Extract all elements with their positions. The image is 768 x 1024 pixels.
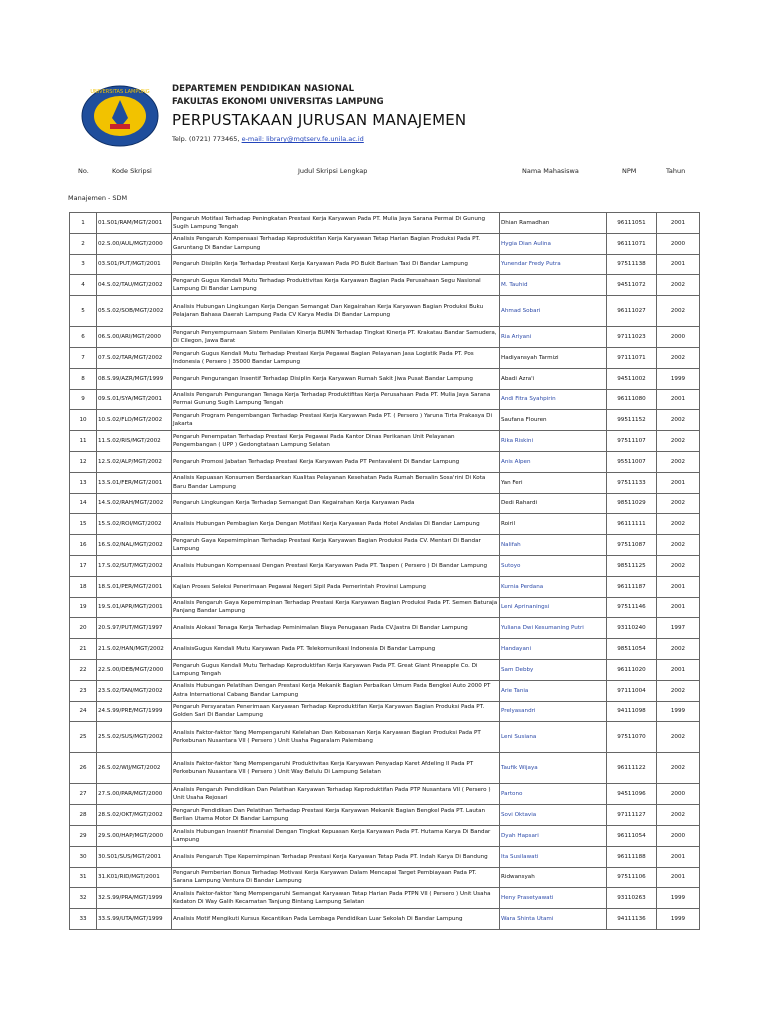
table-row (70, 535, 700, 556)
thesis-title: Pengaruh Persyaratan Penerimaan Karyawan Terhadap Keproduktifan Kerja Karyawan Bagian Produksi Pada PT. Golden Sari Di Bandar Lampung (172, 701, 500, 722)
student-npm: 96111122 (607, 753, 657, 784)
thesis-code: 09.S.01/SYA/MGT/2001 (97, 389, 172, 410)
thesis-year: 2002 (657, 639, 700, 660)
table-row (70, 597, 700, 618)
thesis-year: 1999 (657, 888, 700, 909)
row-number: 1 (70, 213, 97, 234)
student-npm: 97511070 (607, 722, 657, 753)
table-row (70, 368, 700, 389)
section-label: Manajemen - SDM (68, 194, 128, 202)
student-npm: 98511029 (607, 493, 657, 514)
thesis-year: 2002 (657, 555, 700, 576)
thesis-title: Analisis Hubungan Pembagian Kerja Dengan Motifasi Kerja Karyawan Pada Hotel Andalas Di Bandar Lampung (172, 514, 500, 535)
row-number: 24 (70, 701, 97, 722)
row-number: 13 (70, 472, 97, 493)
contact-line (172, 135, 364, 143)
student-name: Dyah Hapsari (500, 825, 607, 846)
thesis-code: 15.S.02/ROI/MGT/2002 (97, 514, 172, 535)
table-row (70, 888, 700, 909)
thesis-title: Analisis Alokasi Tenaga Kerja Terhadap Peminimalan Biaya Penugasan Pada CV.Jastra Di Bandar Lampung (172, 618, 500, 639)
row-number: 11 (70, 431, 97, 452)
table-row (70, 784, 700, 805)
thesis-code: 27.S.00/PAR/MGT/2000 (97, 784, 172, 805)
thesis-title: Pengaruh Pendidikan Dan Pelatihan Terhadap Prestasi Kerja Karyawan Mekanik Bagian Bengkel Pada PT. Lautan Berlian Utama Motor Di Bandar Lampung (172, 805, 500, 826)
thesis-title: Analisis Pengaruh Pendidikan Dan Pelatihan Karyawan Terhadap Keproduktifan Pada PTP Nusantara VII ( Persero ) Unit Usaha Rejosari (172, 784, 500, 805)
student-npm: 97511087 (607, 535, 657, 556)
student-npm: 94511096 (607, 784, 657, 805)
thesis-code: 25.S.02/SUS/MGT/2002 (97, 722, 172, 753)
thesis-title: Pengaruh Pemberian Bonus Terhadap Motivasi Kerja Karyawan Dalam Mencapai Target Pembiayaan Pada PT. Sarana Lampung Ventura Di Bandar Lampung (172, 867, 500, 888)
thesis-year: 2002 (657, 514, 700, 535)
thesis-title: Pengaruh Gugus Kendali Mutu Terhadap Keproduktifan Kerja Karyawan Pada PT. Great Giant Pineapple Co. Di Lampung Tengah (172, 659, 500, 680)
table-row (70, 233, 700, 254)
row-number: 4 (70, 275, 97, 296)
thesis-year: 2002 (657, 431, 700, 452)
row-number: 22 (70, 659, 97, 680)
thesis-year: 2002 (657, 753, 700, 784)
table-row (70, 493, 700, 514)
thesis-year: 2000 (657, 327, 700, 348)
row-number: 6 (70, 327, 97, 348)
student-name: Ita Susilawati (500, 846, 607, 867)
row-number: 21 (70, 639, 97, 660)
thesis-title: Analisis Motif Mengikuti Kursus Kecantikan Pada Lembaga Pendidikan Luar Sekolah Di Bandar Lampung (172, 909, 500, 930)
thesis-title: Pengaruh Motifasi Terhadap Peningkatan Prestasi Kerja Karyawan Pada PT. Mulia Jaya Sarana Permai Di Gunung Sugih Lampung Tengah (172, 213, 500, 234)
student-npm: 93110240 (607, 618, 657, 639)
student-npm: 97111127 (607, 805, 657, 826)
student-name: Hadiyansyah Tarmizi (500, 347, 607, 368)
thesis-title: Pengaruh Penyempurnaan Sistem Penilaian Kinerja BUMN Terhadap Tingkat Kinerja PT. Krakatau Bandar Samudera, Di Cilegon, Jawa Barat (172, 327, 500, 348)
row-number: 2 (70, 233, 97, 254)
table-row (70, 909, 700, 930)
thesis-table (69, 212, 700, 930)
col-header-tahun: Tahun (666, 167, 686, 175)
row-number: 31 (70, 867, 97, 888)
thesis-code: 26.S.02/WIJ/MGT/2002 (97, 753, 172, 784)
thesis-code: 32.S.99/PRA/MGT/1999 (97, 888, 172, 909)
student-npm: 96111027 (607, 296, 657, 327)
student-name: Hygia Dian Aulina (500, 233, 607, 254)
thesis-code: 04.S.02/TAU/MGT/2002 (97, 275, 172, 296)
thesis-year: 2001 (657, 213, 700, 234)
row-number: 26 (70, 753, 97, 784)
thesis-year: 2001 (657, 576, 700, 597)
student-npm: 96111020 (607, 659, 657, 680)
student-npm: 93110263 (607, 888, 657, 909)
student-npm: 94511002 (607, 368, 657, 389)
thesis-year: 2001 (657, 597, 700, 618)
col-header-judul: Judul Skripsi Lengkap (298, 167, 368, 175)
table-row (70, 846, 700, 867)
thesis-year: 1999 (657, 909, 700, 930)
student-npm: 96111071 (607, 233, 657, 254)
thesis-title: Analisis Hubungan Pelatihan Dengan Prestasi Kerja Mekanik Bagian Perbaikan Umum Pada Bengkel Auto 2000 PT Astra International Cabang Bandar Lampung (172, 680, 500, 701)
thesis-title: Pengaruh Promosi Jabatan Terhadap Prestasi Kerja Karyawan Pada PT Pentavalent Di Bandar Lampung (172, 451, 500, 472)
table-row (70, 659, 700, 680)
row-number: 8 (70, 368, 97, 389)
col-header-nama: Nama Mahasiswa (522, 167, 579, 175)
table-row (70, 867, 700, 888)
student-name: Leni Susiana (500, 722, 607, 753)
row-number: 27 (70, 784, 97, 805)
student-name: Handayani (500, 639, 607, 660)
thesis-code: 06.S.00/ARI/MGT/2000 (97, 327, 172, 348)
student-npm: 96111080 (607, 389, 657, 410)
thesis-year: 2002 (657, 296, 700, 327)
student-npm: 97111004 (607, 680, 657, 701)
thesis-year: 2002 (657, 451, 700, 472)
col-header-kode: Kode Skripsi (112, 167, 152, 175)
student-name: Sovi Oktavia (500, 805, 607, 826)
thesis-code: 12.S.02/ALP/MGT/2002 (97, 451, 172, 472)
student-npm: 98511054 (607, 639, 657, 660)
student-name: Roiril (500, 514, 607, 535)
student-npm: 96111188 (607, 846, 657, 867)
student-npm: 97511138 (607, 254, 657, 275)
thesis-year: 2002 (657, 493, 700, 514)
student-name: Nalifah (500, 535, 607, 556)
row-number: 7 (70, 347, 97, 368)
library-title: PERPUSTAKAAN JURUSAN MANAJEMEN (172, 111, 467, 129)
thesis-code: 21.S.02/HAN/MGT/2002 (97, 639, 172, 660)
row-number: 18 (70, 576, 97, 597)
table-row (70, 254, 700, 275)
thesis-year: 2001 (657, 472, 700, 493)
thesis-year: 2001 (657, 659, 700, 680)
student-npm: 96111187 (607, 576, 657, 597)
student-npm: 96111051 (607, 213, 657, 234)
row-number: 10 (70, 410, 97, 431)
university-logo (80, 84, 160, 148)
row-number: 23 (70, 680, 97, 701)
col-header-no: No. (78, 167, 89, 175)
thesis-year: 1999 (657, 701, 700, 722)
thesis-year: 1999 (657, 368, 700, 389)
svg-text:UNIVERSITAS LAMPUNG: UNIVERSITAS LAMPUNG (90, 89, 150, 95)
thesis-year: 2002 (657, 680, 700, 701)
thesis-code: 03.S01/PUT/MGT/2001 (97, 254, 172, 275)
thesis-code: 33.S.99/UTA/MGT/1999 (97, 909, 172, 930)
thesis-year: 2002 (657, 805, 700, 826)
student-name: Dedi Rahardi (500, 493, 607, 514)
table-row (70, 639, 700, 660)
thesis-code: 19.S.01/APR/MGT/2001 (97, 597, 172, 618)
student-npm: 96111111 (607, 514, 657, 535)
thesis-title: Analisis Kepuasan Konsumen Berdasarkan Kualitas Pelayanan Kesehatan Pada Rumah Bersalin Sosa'rini Di Kota Baru Bandar Lampung (172, 472, 500, 493)
thesis-year: 2000 (657, 825, 700, 846)
thesis-year: 2001 (657, 867, 700, 888)
thesis-title: Analisis Pengaruh Kompensasi Terhadap Keproduktifan Kerja Karyawan Tetap Harian Bagian Produksi Pada PT. Garuntang Di Bandar Lampung (172, 233, 500, 254)
row-number: 12 (70, 451, 97, 472)
thesis-code: 23.S.02/TAN/MGT/2002 (97, 680, 172, 701)
student-npm: 96111054 (607, 825, 657, 846)
thesis-title: Analisis Hubungan Kompensasi Dengan Prestasi Kerja Karyawan Pada PT. Taspen ( Persero ) Di Bandar Lampung (172, 555, 500, 576)
student-npm: 94511072 (607, 275, 657, 296)
student-name: Partono (500, 784, 607, 805)
thesis-title: Analisis Pengaruh Gaya Kepemimpinan Terhadap Prestasi Kerja Karyawan Bagian Produksi Pada PT. Semen Baturaja Panjang Bandar Lampung (172, 597, 500, 618)
student-name: Yuliana Dwi Kesumaning Putri (500, 618, 607, 639)
thesis-title: Analisis Faktor-faktor Yang Mempengaruhi Produktivitas Kerja Karyawan Penyadap Karet Afdeling II Pada PT Perkebunan Nusantara VII ( Persero ) Unit Way Belulu Di Lampung Selatan (172, 753, 500, 784)
thesis-code: 30.S01/SUS/MGT/2001 (97, 846, 172, 867)
thesis-code: 28.S.02/OKT/MGT/2002 (97, 805, 172, 826)
thesis-title: Pengaruh Pengurangan Insentif Terhadap Disiplin Kerja Karyawan Rumah Sakit Jiwa Pusat Bandar Lampung (172, 368, 500, 389)
thesis-year: 2001 (657, 846, 700, 867)
student-name: Kurnia Perdana (500, 576, 607, 597)
thesis-year: 2002 (657, 275, 700, 296)
table-row (70, 680, 700, 701)
table-row (70, 825, 700, 846)
thesis-code: 24.S.99/PRE/MGT/1999 (97, 701, 172, 722)
student-name: M. Tauhid (500, 275, 607, 296)
table-row (70, 555, 700, 576)
thesis-code: 13.S.01/FER/MGT/2001 (97, 472, 172, 493)
student-name: Sam Debby (500, 659, 607, 680)
table-row (70, 296, 700, 327)
table-row (70, 618, 700, 639)
thesis-code: 31.K01/RID/MGT/2001 (97, 867, 172, 888)
student-name: Abadi Azra'i (500, 368, 607, 389)
table-row (70, 431, 700, 452)
table-row (70, 410, 700, 431)
student-name: Ria Ariyani (500, 327, 607, 348)
thesis-title: Analisis Faktor-faktor Yang Mempengaruhi Kelelahan Dan Kebosanan Kerja Karyawan Bagian Produksi Pada PT Perkebunan Nusantara VII ( Persero ) Unit Usaha Pagaralam Palembang (172, 722, 500, 753)
email-link[interactable]: e-mail: library@mgtserv.fe.unila.ac.id (241, 135, 364, 143)
thesis-year: 2002 (657, 347, 700, 368)
thesis-year: 2002 (657, 410, 700, 431)
table-row (70, 805, 700, 826)
student-npm: 94111136 (607, 909, 657, 930)
col-header-npm: NPM (622, 167, 637, 175)
thesis-title: Pengaruh Gugus Kendali Mutu Terhadap Prestasi Kerja Pegawai Bagian Pelayanan Jasa Logistik Pada PT. Pos Indonesia ( Persero ) 35000 Bandar Lampung (172, 347, 500, 368)
student-name: Taufik Wijaya (500, 753, 607, 784)
row-number: 20 (70, 618, 97, 639)
student-name: Sutoyo (500, 555, 607, 576)
row-number: 17 (70, 555, 97, 576)
student-npm: 97511146 (607, 597, 657, 618)
thesis-code: 16.S.02/NAL/MGT/2002 (97, 535, 172, 556)
thesis-code: 10.S.02/FLO/MGT/2002 (97, 410, 172, 431)
thesis-title: Analisis Pengaruh Tipe Kepemimpinan Terhadap Prestasi Kerja Karyawan Tetap Pada PT. Indah Karya Di Bandung (172, 846, 500, 867)
student-name: Heny Prasetyawati (500, 888, 607, 909)
thesis-code: 14.S.02/RAH/MGT/2002 (97, 493, 172, 514)
thesis-code: 20.S.97/PUT/MGT/1997 (97, 618, 172, 639)
student-name: Arie Tania (500, 680, 607, 701)
thesis-title: Analisis Faktor-faktor Yang Mempengaruhi Semangat Karyawan Tetap Harian Pada PTPN VII ( Persero ) Unit Usaha Kedaton Di Way Galih Kecamatan Tanjung Bintang Lampung Selatan (172, 888, 500, 909)
student-name: Ridwansyah (500, 867, 607, 888)
department-name: DEPARTEMEN PENDIDIKAN NASIONAL (172, 84, 355, 94)
row-number: 16 (70, 535, 97, 556)
student-name: Anis Alpen (500, 451, 607, 472)
student-npm: 97111071 (607, 347, 657, 368)
student-npm: 94111098 (607, 701, 657, 722)
student-name: Rika Riskini (500, 431, 607, 452)
row-number: 25 (70, 722, 97, 753)
thesis-year: 2001 (657, 254, 700, 275)
thesis-title: Analisis Hubungan Lingkungan Kerja Dengan Semangat Dan Kegairahan Kerja Karyawan Bagian Produksi Buku Pelajaran Bahasa Daerah Lampung Pada CV Karya Media Di Bandar Lampung (172, 296, 500, 327)
thesis-title: Pengaruh Gugus Kendali Mutu Terhadap Produktivitas Kerja Karyawan Bagian Pada Perusahaan Segu Nasional Lampung Di Bandar Lampung (172, 275, 500, 296)
student-name: Wara Shinta Utami (500, 909, 607, 930)
thesis-code: 18.S.01/PER/MGT/2001 (97, 576, 172, 597)
thesis-year: 2001 (657, 389, 700, 410)
table-row (70, 576, 700, 597)
student-name: Leni Aprinaningsi (500, 597, 607, 618)
row-number: 15 (70, 514, 97, 535)
row-number: 29 (70, 825, 97, 846)
thesis-code: 17.S.02/SUT/MGT/2002 (97, 555, 172, 576)
table-row (70, 389, 700, 410)
table-row (70, 701, 700, 722)
row-number: 30 (70, 846, 97, 867)
row-number: 32 (70, 888, 97, 909)
thesis-year: 2002 (657, 722, 700, 753)
student-npm: 97111023 (607, 327, 657, 348)
table-row (70, 213, 700, 234)
row-number: 14 (70, 493, 97, 514)
row-number: 3 (70, 254, 97, 275)
table-row (70, 347, 700, 368)
student-name: Dhian Ramadhan (500, 213, 607, 234)
thesis-year: 2002 (657, 535, 700, 556)
table-row (70, 472, 700, 493)
table-row (70, 275, 700, 296)
row-number: 19 (70, 597, 97, 618)
student-npm: 97511133 (607, 472, 657, 493)
student-npm: 95511007 (607, 451, 657, 472)
row-number: 33 (70, 909, 97, 930)
faculty-name: FAKULTAS EKONOMI UNIVERSITAS LAMPUNG (172, 97, 384, 107)
student-name: Saufana Flouren (500, 410, 607, 431)
phone-text: Telp. (0721) 773465, (172, 135, 240, 143)
thesis-year: 2000 (657, 233, 700, 254)
row-number: 28 (70, 805, 97, 826)
table-row (70, 327, 700, 348)
thesis-code: 29.S.00/HAP/MGT/2000 (97, 825, 172, 846)
thesis-code: 01.S01/RAM/MGT/2001 (97, 213, 172, 234)
thesis-title: Kajian Proses Seleksi Penerimaan Pegawai Negeri Sipil Pada Pemerintah Provinsi Lampung (172, 576, 500, 597)
table-row (70, 451, 700, 472)
thesis-title: Pengaruh Disiplin Kerja Terhadap Prestasi Kerja Karyawan Pada PO Bukit Barisan Taxi Di Bandar Lampung (172, 254, 500, 275)
thesis-title: Analisis Pengaruh Pengurangan Tenaga Kerja Terhadap Produktifitas Kerja Perusahaan Pada PT. Mulia Jaya Sarana Permai Gunung Sugih Lampung Tengah (172, 389, 500, 410)
thesis-code: 02.S.00/AUL/MGT/2000 (97, 233, 172, 254)
student-name: Yunendar Fredy Putra (500, 254, 607, 275)
thesis-title: Pengaruh Penempatan Terhadap Prestasi Kerja Pegawai Pada Kantor Dinas Perikanan Unit Pelayanan Pengembangan ( UPP ) Gedongtataan Lampung Selatan (172, 431, 500, 452)
student-npm: 99511152 (607, 410, 657, 431)
table-row (70, 514, 700, 535)
thesis-year: 2000 (657, 784, 700, 805)
thesis-code: 08.S.99/AZR/MGT/1999 (97, 368, 172, 389)
table-row (70, 722, 700, 753)
thesis-title: Pengaruh Program Pengembangan Terhadap Prestasi Kerja Karyawan Pada PT. ( Persero ) Yaruna Tirta Prakasya Di Jakarta (172, 410, 500, 431)
thesis-title: AnalisisGugus Kendali Mutu Karyawan Pada PT. Telekomunikasi Indonesia Di Bandar Lampung (172, 639, 500, 660)
row-number: 9 (70, 389, 97, 410)
thesis-code: 05.S.02/SOB/MGT/2002 (97, 296, 172, 327)
thesis-code: 22.S.00/DEB/MGT/2000 (97, 659, 172, 680)
student-name: Prelyasandri (500, 701, 607, 722)
thesis-year: 1997 (657, 618, 700, 639)
student-npm: 98511125 (607, 555, 657, 576)
student-npm: 97511107 (607, 431, 657, 452)
student-name: Ahmad Sobari (500, 296, 607, 327)
table-row (70, 753, 700, 784)
student-name: Yan Feri (500, 472, 607, 493)
thesis-code: 07.S.02/TAR/MGT/2002 (97, 347, 172, 368)
row-number: 5 (70, 296, 97, 327)
student-npm: 97511106 (607, 867, 657, 888)
thesis-title: Pengaruh Lingkungan Kerja Terhadap Semangat Dan Kegairahan Kerja Karyawan Pada (172, 493, 500, 514)
thesis-code: 11.S.02/RIS/MGT/2002 (97, 431, 172, 452)
thesis-title: Pengaruh Gaya Kepemimpinan Terhadap Prestasi Kerja Karyawan Bagian Produksi Pada CV. Mentari Di Bandar Lampung (172, 535, 500, 556)
student-name: Andi Fitra Syahpirin (500, 389, 607, 410)
thesis-title: Analisis Hubungan Insentif Finansial Dengan Tingkat Kepuasan Kerja Karyawan Pada PT. Hutama Karya Di Bandar Lampung (172, 825, 500, 846)
